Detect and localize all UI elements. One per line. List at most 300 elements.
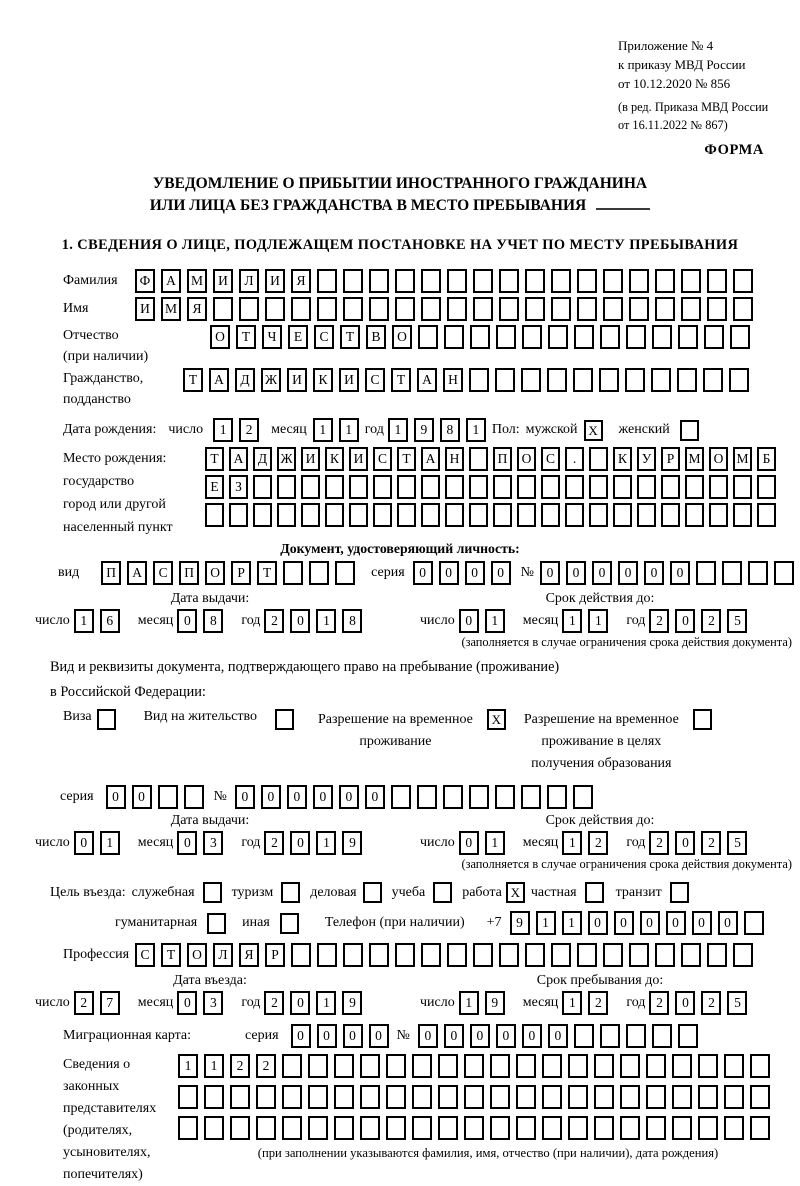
char-box[interactable]: [421, 297, 441, 321]
char-box[interactable]: [522, 325, 542, 349]
char-box[interactable]: [589, 475, 608, 499]
char-box[interactable]: 1: [562, 609, 582, 633]
char-box[interactable]: 0: [177, 991, 197, 1015]
char-box[interactable]: 0: [439, 561, 459, 585]
char-box[interactable]: 1: [100, 831, 120, 855]
char-box[interactable]: [395, 297, 415, 321]
char-box[interactable]: 1: [536, 911, 556, 935]
char-box[interactable]: 2: [239, 418, 259, 442]
purpose-tourism-checkbox[interactable]: [281, 882, 300, 903]
char-box[interactable]: Ж: [277, 447, 296, 471]
char-box[interactable]: [685, 503, 704, 527]
char-box[interactable]: 0: [644, 561, 664, 585]
char-box[interactable]: 5: [727, 991, 747, 1015]
char-box[interactable]: [574, 325, 594, 349]
char-box[interactable]: 2: [264, 831, 284, 855]
char-box[interactable]: Н: [443, 368, 463, 392]
char-box[interactable]: [373, 503, 392, 527]
char-box[interactable]: [568, 1085, 588, 1109]
char-box[interactable]: [613, 503, 632, 527]
char-box[interactable]: [541, 475, 560, 499]
char-box[interactable]: С: [314, 325, 334, 349]
char-box[interactable]: 0: [132, 785, 152, 809]
char-box[interactable]: [386, 1054, 406, 1078]
char-box[interactable]: И: [265, 269, 285, 293]
char-box[interactable]: [589, 447, 608, 471]
char-box[interactable]: [637, 475, 656, 499]
char-box[interactable]: У: [637, 447, 656, 471]
char-box[interactable]: 2: [701, 991, 721, 1015]
char-box[interactable]: [343, 943, 363, 967]
char-box[interactable]: [205, 503, 224, 527]
char-box[interactable]: 2: [230, 1054, 250, 1078]
char-box[interactable]: [750, 1116, 770, 1140]
char-box[interactable]: 0: [343, 1024, 363, 1048]
char-box[interactable]: [681, 943, 701, 967]
char-box[interactable]: 9: [342, 831, 362, 855]
char-box[interactable]: [655, 269, 675, 293]
char-box[interactable]: [565, 475, 584, 499]
char-box[interactable]: 0: [290, 831, 310, 855]
char-box[interactable]: [317, 943, 337, 967]
char-box[interactable]: [626, 1024, 646, 1048]
char-box[interactable]: [445, 503, 464, 527]
char-box[interactable]: 0: [675, 831, 695, 855]
char-box[interactable]: 2: [701, 831, 721, 855]
char-box[interactable]: [499, 943, 519, 967]
char-box[interactable]: А: [127, 561, 147, 585]
char-box[interactable]: 0: [106, 785, 126, 809]
char-box[interactable]: 0: [540, 561, 560, 585]
char-box[interactable]: [438, 1116, 458, 1140]
char-box[interactable]: 8: [440, 418, 460, 442]
char-box[interactable]: [490, 1054, 510, 1078]
char-box[interactable]: [473, 943, 493, 967]
char-box[interactable]: [542, 1054, 562, 1078]
char-box[interactable]: Т: [161, 943, 181, 967]
char-box[interactable]: Ф: [135, 269, 155, 293]
char-box[interactable]: 2: [256, 1054, 276, 1078]
char-box[interactable]: Л: [213, 943, 233, 967]
char-box[interactable]: Б: [757, 447, 776, 471]
char-box[interactable]: [678, 325, 698, 349]
char-box[interactable]: [469, 447, 488, 471]
char-box[interactable]: В: [366, 325, 386, 349]
char-box[interactable]: М: [187, 269, 207, 293]
char-box[interactable]: К: [613, 447, 632, 471]
char-box[interactable]: [301, 475, 320, 499]
char-box[interactable]: [412, 1116, 432, 1140]
char-box[interactable]: [521, 785, 541, 809]
char-box[interactable]: [265, 297, 285, 321]
char-box[interactable]: [516, 1054, 536, 1078]
char-box[interactable]: Т: [205, 447, 224, 471]
char-box[interactable]: 7: [100, 991, 120, 1015]
gender-male-checkbox[interactable]: X: [584, 420, 603, 441]
char-box[interactable]: [517, 503, 536, 527]
char-box[interactable]: 0: [640, 911, 660, 935]
char-box[interactable]: О: [210, 325, 230, 349]
char-box[interactable]: [469, 475, 488, 499]
char-box[interactable]: 8: [203, 609, 223, 633]
char-box[interactable]: [681, 269, 701, 293]
char-box[interactable]: [698, 1054, 718, 1078]
visa-checkbox[interactable]: [97, 709, 116, 730]
char-box[interactable]: К: [325, 447, 344, 471]
char-box[interactable]: [317, 269, 337, 293]
char-box[interactable]: [493, 475, 512, 499]
char-box[interactable]: 1: [74, 609, 94, 633]
char-box[interactable]: П: [493, 447, 512, 471]
char-box[interactable]: 0: [614, 911, 634, 935]
char-box[interactable]: [568, 1054, 588, 1078]
char-box[interactable]: 0: [418, 1024, 438, 1048]
char-box[interactable]: [204, 1116, 224, 1140]
char-box[interactable]: [178, 1085, 198, 1109]
char-box[interactable]: [438, 1054, 458, 1078]
char-box[interactable]: 2: [649, 831, 669, 855]
char-box[interactable]: И: [339, 368, 359, 392]
char-box[interactable]: [599, 368, 619, 392]
temp-residence-edu-checkbox[interactable]: [693, 709, 712, 730]
char-box[interactable]: [709, 475, 728, 499]
char-box[interactable]: [369, 269, 389, 293]
char-box[interactable]: 0: [369, 1024, 389, 1048]
char-box[interactable]: [655, 297, 675, 321]
char-box[interactable]: И: [135, 297, 155, 321]
char-box[interactable]: 0: [465, 561, 485, 585]
purpose-humanitarian-checkbox[interactable]: [207, 913, 226, 934]
char-box[interactable]: 0: [413, 561, 433, 585]
char-box[interactable]: [282, 1116, 302, 1140]
char-box[interactable]: Т: [340, 325, 360, 349]
char-box[interactable]: 9: [414, 418, 434, 442]
char-box[interactable]: 2: [264, 609, 284, 633]
char-box[interactable]: 3: [203, 991, 223, 1015]
char-box[interactable]: [395, 269, 415, 293]
temp-residence-checkbox[interactable]: X: [487, 709, 506, 730]
char-box[interactable]: [349, 503, 368, 527]
char-box[interactable]: [709, 503, 728, 527]
char-box[interactable]: [548, 325, 568, 349]
char-box[interactable]: Я: [239, 943, 259, 967]
char-box[interactable]: К: [313, 368, 333, 392]
char-box[interactable]: [677, 368, 697, 392]
char-box[interactable]: [750, 1054, 770, 1078]
char-box[interactable]: 2: [74, 991, 94, 1015]
char-box[interactable]: [397, 503, 416, 527]
char-box[interactable]: [568, 1116, 588, 1140]
char-box[interactable]: [525, 943, 545, 967]
char-box[interactable]: 1: [316, 831, 336, 855]
char-box[interactable]: [443, 785, 463, 809]
char-box[interactable]: [733, 269, 753, 293]
char-box[interactable]: [317, 297, 337, 321]
char-box[interactable]: О: [709, 447, 728, 471]
char-box[interactable]: [417, 785, 437, 809]
char-box[interactable]: [444, 325, 464, 349]
char-box[interactable]: Р: [231, 561, 251, 585]
char-box[interactable]: [386, 1116, 406, 1140]
char-box[interactable]: 0: [470, 1024, 490, 1048]
char-box[interactable]: [698, 1085, 718, 1109]
char-box[interactable]: [369, 943, 389, 967]
char-box[interactable]: 0: [491, 561, 511, 585]
char-box[interactable]: [542, 1116, 562, 1140]
char-box[interactable]: [490, 1085, 510, 1109]
char-box[interactable]: [464, 1085, 484, 1109]
char-box[interactable]: [661, 503, 680, 527]
char-box[interactable]: [308, 1054, 328, 1078]
char-box[interactable]: [551, 943, 571, 967]
char-box[interactable]: [594, 1116, 614, 1140]
purpose-business-checkbox[interactable]: [363, 882, 382, 903]
char-box[interactable]: [495, 785, 515, 809]
char-box[interactable]: 0: [675, 609, 695, 633]
char-box[interactable]: [521, 368, 541, 392]
char-box[interactable]: [733, 475, 752, 499]
purpose-other-checkbox[interactable]: [280, 913, 299, 934]
char-box[interactable]: [397, 475, 416, 499]
char-box[interactable]: [421, 475, 440, 499]
char-box[interactable]: 2: [588, 831, 608, 855]
char-box[interactable]: [541, 503, 560, 527]
char-box[interactable]: [629, 269, 649, 293]
char-box[interactable]: Ч: [262, 325, 282, 349]
char-box[interactable]: [703, 368, 723, 392]
char-box[interactable]: И: [301, 447, 320, 471]
char-box[interactable]: [577, 269, 597, 293]
char-box[interactable]: [547, 785, 567, 809]
char-box[interactable]: 0: [261, 785, 281, 809]
char-box[interactable]: О: [205, 561, 225, 585]
char-box[interactable]: 0: [444, 1024, 464, 1048]
char-box[interactable]: [447, 269, 467, 293]
char-box[interactable]: [730, 325, 750, 349]
char-box[interactable]: И: [213, 269, 233, 293]
char-box[interactable]: 0: [675, 991, 695, 1015]
char-box[interactable]: [603, 297, 623, 321]
char-box[interactable]: [291, 943, 311, 967]
char-box[interactable]: [386, 1085, 406, 1109]
char-box[interactable]: [603, 943, 623, 967]
char-box[interactable]: М: [733, 447, 752, 471]
char-box[interactable]: Ж: [261, 368, 281, 392]
char-box[interactable]: [551, 269, 571, 293]
char-box[interactable]: [573, 368, 593, 392]
char-box[interactable]: 0: [692, 911, 712, 935]
char-box[interactable]: Д: [253, 447, 272, 471]
char-box[interactable]: [722, 561, 742, 585]
char-box[interactable]: 0: [618, 561, 638, 585]
char-box[interactable]: [652, 1024, 672, 1048]
char-box[interactable]: [704, 325, 724, 349]
char-box[interactable]: 5: [727, 831, 747, 855]
char-box[interactable]: 1: [213, 418, 233, 442]
char-box[interactable]: 0: [588, 911, 608, 935]
char-box[interactable]: [418, 325, 438, 349]
char-box[interactable]: [178, 1116, 198, 1140]
char-box[interactable]: 0: [548, 1024, 568, 1048]
char-box[interactable]: [239, 297, 259, 321]
char-box[interactable]: 1: [466, 418, 486, 442]
char-box[interactable]: 1: [485, 609, 505, 633]
purpose-work-checkbox[interactable]: X: [506, 882, 525, 903]
char-box[interactable]: Е: [288, 325, 308, 349]
char-box[interactable]: [447, 297, 467, 321]
char-box[interactable]: [646, 1054, 666, 1078]
char-box[interactable]: Е: [205, 475, 224, 499]
char-box[interactable]: [757, 475, 776, 499]
char-box[interactable]: [613, 475, 632, 499]
char-box[interactable]: Д: [235, 368, 255, 392]
char-box[interactable]: [184, 785, 204, 809]
char-box[interactable]: [373, 475, 392, 499]
char-box[interactable]: [551, 297, 571, 321]
char-box[interactable]: 8: [342, 609, 362, 633]
char-box[interactable]: М: [161, 297, 181, 321]
char-box[interactable]: [360, 1085, 380, 1109]
char-box[interactable]: [651, 368, 671, 392]
char-box[interactable]: 0: [365, 785, 385, 809]
char-box[interactable]: 0: [290, 609, 310, 633]
char-box[interactable]: [620, 1085, 640, 1109]
char-box[interactable]: 1: [459, 991, 479, 1015]
char-box[interactable]: А: [417, 368, 437, 392]
char-box[interactable]: 0: [177, 609, 197, 633]
char-box[interactable]: А: [421, 447, 440, 471]
char-box[interactable]: [516, 1116, 536, 1140]
char-box[interactable]: 1: [388, 418, 408, 442]
char-box[interactable]: [256, 1085, 276, 1109]
char-box[interactable]: 2: [649, 609, 669, 633]
char-box[interactable]: П: [179, 561, 199, 585]
char-box[interactable]: [707, 943, 727, 967]
char-box[interactable]: [672, 1085, 692, 1109]
char-box[interactable]: 1: [316, 991, 336, 1015]
char-box[interactable]: 0: [313, 785, 333, 809]
char-box[interactable]: [724, 1085, 744, 1109]
char-box[interactable]: 0: [666, 911, 686, 935]
char-box[interactable]: Н: [445, 447, 464, 471]
purpose-transit-checkbox[interactable]: [670, 882, 689, 903]
char-box[interactable]: [309, 561, 329, 585]
char-box[interactable]: 2: [264, 991, 284, 1015]
char-box[interactable]: [594, 1085, 614, 1109]
char-box[interactable]: Я: [187, 297, 207, 321]
char-box[interactable]: [325, 475, 344, 499]
char-box[interactable]: [655, 943, 675, 967]
char-box[interactable]: 0: [459, 609, 479, 633]
char-box[interactable]: [360, 1054, 380, 1078]
char-box[interactable]: Я: [291, 269, 311, 293]
char-box[interactable]: [724, 1116, 744, 1140]
char-box[interactable]: [733, 503, 752, 527]
char-box[interactable]: [391, 785, 411, 809]
char-box[interactable]: О: [517, 447, 536, 471]
char-box[interactable]: [412, 1085, 432, 1109]
char-box[interactable]: [625, 368, 645, 392]
char-box[interactable]: 0: [177, 831, 197, 855]
char-box[interactable]: [499, 269, 519, 293]
char-box[interactable]: [496, 325, 516, 349]
char-box[interactable]: [256, 1116, 276, 1140]
char-box[interactable]: [620, 1054, 640, 1078]
char-box[interactable]: [620, 1116, 640, 1140]
char-box[interactable]: [282, 1054, 302, 1078]
char-box[interactable]: [469, 368, 489, 392]
purpose-official-checkbox[interactable]: [203, 882, 222, 903]
residence-permit-checkbox[interactable]: [275, 709, 294, 730]
char-box[interactable]: 1: [313, 418, 333, 442]
char-box[interactable]: 0: [317, 1024, 337, 1048]
char-box[interactable]: 0: [592, 561, 612, 585]
char-box[interactable]: [343, 269, 363, 293]
char-box[interactable]: З: [229, 475, 248, 499]
char-box[interactable]: [626, 325, 646, 349]
char-box[interactable]: 0: [670, 561, 690, 585]
char-box[interactable]: [230, 1116, 250, 1140]
char-box[interactable]: [525, 297, 545, 321]
char-box[interactable]: 2: [701, 609, 721, 633]
char-box[interactable]: [629, 297, 649, 321]
char-box[interactable]: [594, 1054, 614, 1078]
char-box[interactable]: [421, 503, 440, 527]
char-box[interactable]: [308, 1116, 328, 1140]
char-box[interactable]: [412, 1054, 432, 1078]
char-box[interactable]: [158, 785, 178, 809]
char-box[interactable]: [464, 1054, 484, 1078]
char-box[interactable]: [542, 1085, 562, 1109]
char-box[interactable]: [757, 503, 776, 527]
char-box[interactable]: [685, 475, 704, 499]
char-box[interactable]: Т: [397, 447, 416, 471]
char-box[interactable]: 1: [562, 991, 582, 1015]
char-box[interactable]: О: [187, 943, 207, 967]
char-box[interactable]: [213, 297, 233, 321]
char-box[interactable]: [517, 475, 536, 499]
char-box[interactable]: А: [161, 269, 181, 293]
char-box[interactable]: С: [541, 447, 560, 471]
char-box[interactable]: [360, 1116, 380, 1140]
char-box[interactable]: 9: [342, 991, 362, 1015]
char-box[interactable]: С: [135, 943, 155, 967]
char-box[interactable]: [325, 503, 344, 527]
char-box[interactable]: [229, 503, 248, 527]
char-box[interactable]: [603, 269, 623, 293]
char-box[interactable]: 1: [588, 609, 608, 633]
char-box[interactable]: [473, 269, 493, 293]
char-box[interactable]: А: [229, 447, 248, 471]
char-box[interactable]: Р: [661, 447, 680, 471]
char-box[interactable]: [253, 503, 272, 527]
char-box[interactable]: 0: [522, 1024, 542, 1048]
char-box[interactable]: 5: [727, 609, 747, 633]
char-box[interactable]: [204, 1085, 224, 1109]
char-box[interactable]: [283, 561, 303, 585]
char-box[interactable]: [253, 475, 272, 499]
char-box[interactable]: [490, 1116, 510, 1140]
char-box[interactable]: [672, 1116, 692, 1140]
char-box[interactable]: М: [685, 447, 704, 471]
char-box[interactable]: [395, 943, 415, 967]
char-box[interactable]: [464, 1116, 484, 1140]
char-box[interactable]: И: [287, 368, 307, 392]
char-box[interactable]: [577, 943, 597, 967]
char-box[interactable]: [473, 297, 493, 321]
char-box[interactable]: [230, 1085, 250, 1109]
char-box[interactable]: [774, 561, 794, 585]
